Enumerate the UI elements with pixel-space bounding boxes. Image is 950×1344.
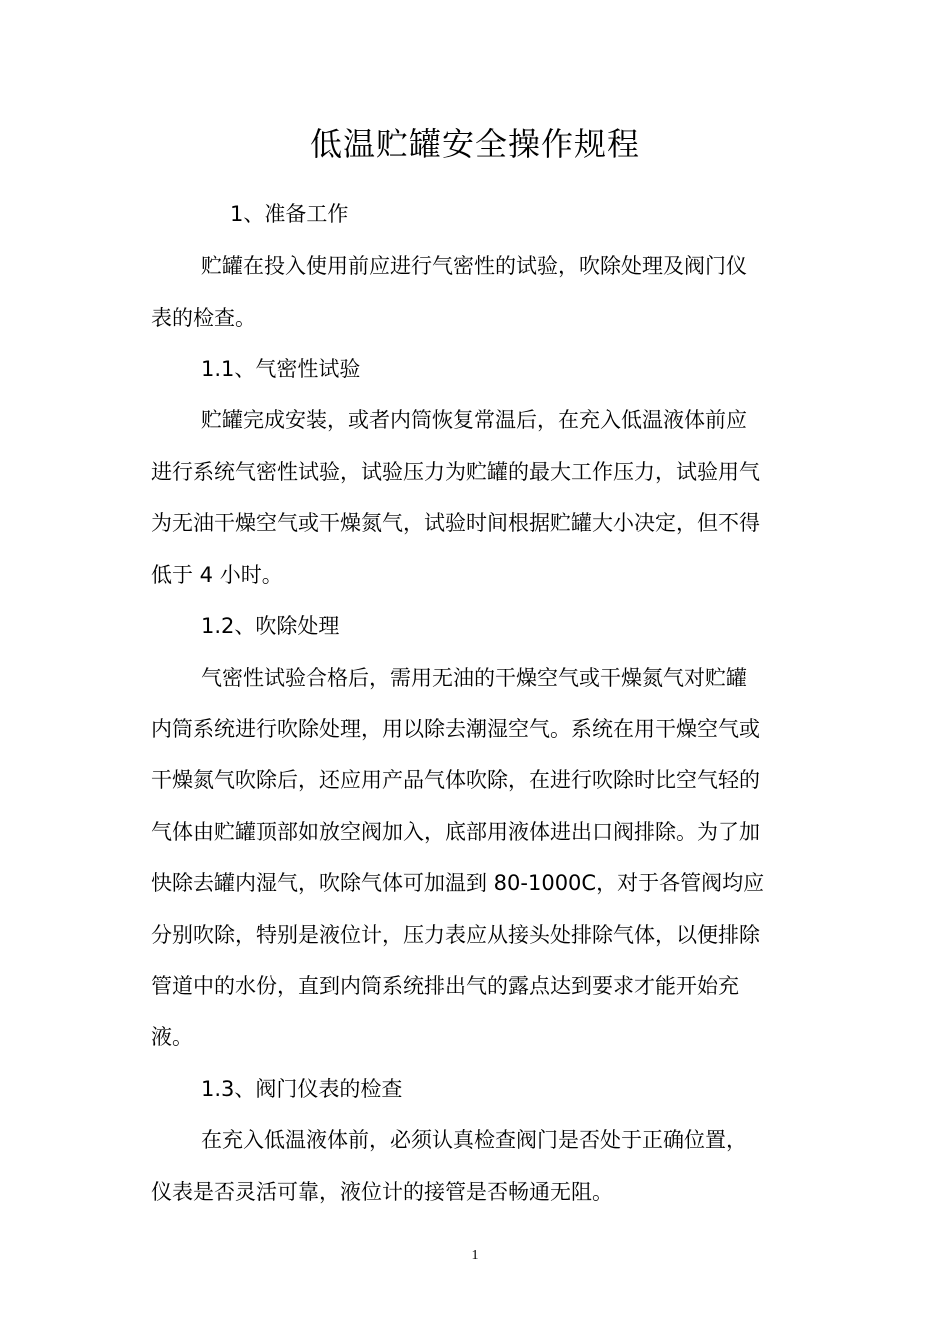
paragraph-line: 管道中的水份，直到内筒系统排出气的露点达到要求才能开始充 [151,974,739,998]
paragraph-line: 表的检查。 [151,306,256,330]
paragraph-line: 贮罐完成安装，或者内筒恢复常温后，在充入低温液体前应 [201,408,747,432]
paragraph-line: 贮罐在投入使用前应进行气密性的试验，吹除处理及阀门仪 [201,254,747,278]
page-number: 1 [471,1248,479,1263]
paragraph-line: 分别吹除，特别是液位计，压力表应从接头处排除气体，以便排除 [151,923,760,947]
paragraph-line: 为无油干燥空气或干燥氮气，试验时间根据贮罐大小决定，但不得 [151,511,760,535]
paragraph-line: 干燥氮气吹除后，还应用产品气体吹除，在进行吹除时比空气轻的 [151,768,760,792]
section-heading-1-2: 1.2、吹除处理 [201,614,340,638]
document-title: 低温贮罐安全操作规程 [309,125,640,163]
paragraph-line: 仪表是否灵活可靠，液位计的接管是否畅通无阻。 [151,1180,613,1204]
section-heading-1-3: 1.3、阀门仪表的检查 [201,1077,403,1101]
paragraph-line: 气密性试验合格后，需用无油的干燥空气或干燥氮气对贮罐 [201,666,747,690]
paragraph-line: 快除去罐内湿气，吹除气体可加温到 80-1000C，对于各管阀均应 [151,871,765,895]
section-heading-1-1: 1.1、气密性试验 [201,357,361,381]
section-heading-1: 1、准备工作 [230,202,349,226]
paragraph-line: 内筒系统进行吹除处理，用以除去潮湿空气。系统在用干燥空气或 [151,717,760,741]
paragraph-line: 进行系统气密性试验，试验压力为贮罐的最大工作压力，试验用气 [151,460,760,484]
paragraph-line: 液。 [151,1025,193,1049]
paragraph-line: 低于 4 小时。 [151,563,283,587]
paragraph-line: 在充入低温液体前，必须认真检查阀门是否处于正确位置， [201,1128,747,1152]
paragraph-line: 气体由贮罐顶部如放空阀加入，底部用液体进出口阀排除。为了加 [151,820,760,844]
